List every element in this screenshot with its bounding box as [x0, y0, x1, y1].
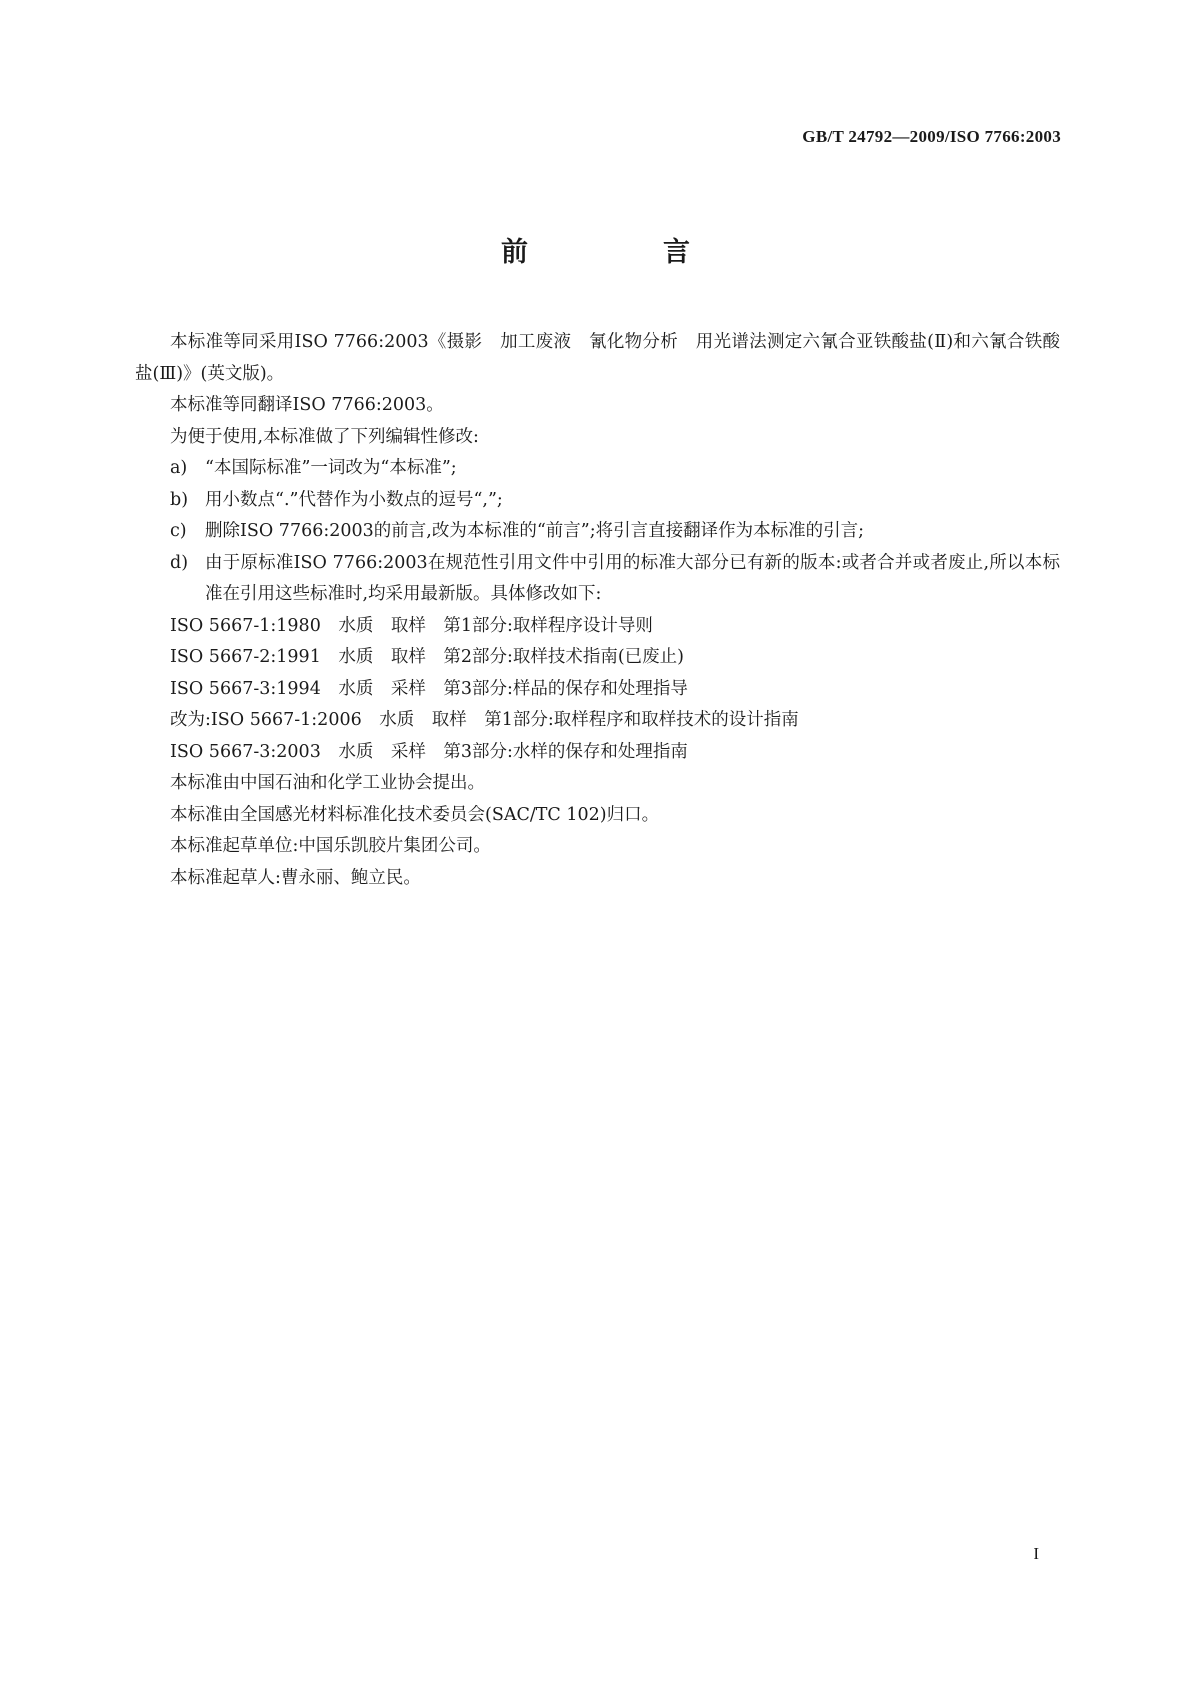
- list-item-text: 用小数点“.”代替作为小数点的逗号“,”;: [205, 489, 503, 510]
- list-item-d: [135, 548, 1060, 611]
- reference-line: ISO 5667-3:2003 水质 采样 第3部分:水样的保存和处理指南: [170, 741, 688, 762]
- translation-statement: 本标准等同翻译ISO 7766:2003。: [170, 395, 444, 415]
- list-marker: c): [170, 521, 187, 541]
- list-item-text: 由于原标准ISO 7766:2003在规范性引用文件中引用的标准大部分已有新的版本:或者合并或者废止,所以本标准在引用这些标准时,均采用最新版。具体修改如下:: [205, 552, 1060, 604]
- reference-line: ISO 5667-3:1994 水质 采样 第3部分:样品的保存和处理指导: [170, 678, 688, 699]
- proposer-statement: 本标准由中国石油和化学工业协会提出。: [170, 773, 485, 793]
- page-title: 前 言: [501, 237, 744, 268]
- list-item-text: 删除ISO 7766:2003的前言,改为本标准的“前言”;将引言直接翻译作为本标准的引言;: [205, 521, 865, 541]
- list-item-a: [135, 453, 1060, 485]
- standard-code-header: GB/T 24792—2009/ISO 7766:2003: [802, 127, 1061, 146]
- reference-line: ISO 5667-2:1991 水质 取样 第2部分:取样技术指南(已废止): [170, 647, 685, 667]
- adoption-statement: 本标准等同采用ISO 7766:2003《摄影 加工废液 氰化物分析 用光谱法测定六氰合亚铁酸盐(Ⅱ)和六氰合铁酸盐(Ⅲ)》(英文版)。: [135, 332, 1060, 384]
- foreword-body: [135, 327, 1060, 894]
- list-marker: b): [170, 489, 189, 510]
- centralized-statement: 本标准由全国感光材料标准化技术委员会(SAC/TC 102)归口。: [170, 804, 660, 825]
- page-number: I: [1033, 1544, 1039, 1563]
- list-marker: d): [170, 552, 189, 573]
- list-item-b: [135, 485, 1060, 517]
- list-marker: a): [170, 458, 188, 478]
- reference-line: ISO 5667-1:1980 水质 取样 第1部分:取样程序设计导则: [170, 615, 653, 636]
- drafters-statement: 本标准起草人:曹永丽、鲍立民。: [170, 867, 421, 888]
- edits-intro: 为便于使用,本标准做了下列编辑性修改:: [170, 426, 479, 447]
- drafting-unit-statement: 本标准起草单位:中国乐凯胶片集团公司。: [170, 836, 491, 856]
- list-item-c: [135, 516, 1060, 548]
- list-item-text: “本国际标准”一词改为“本标准”;: [205, 458, 457, 478]
- reference-line: 改为:ISO 5667-1:2006 水质 取样 第1部分:取样程序和取样技术的设计指南: [170, 710, 799, 730]
